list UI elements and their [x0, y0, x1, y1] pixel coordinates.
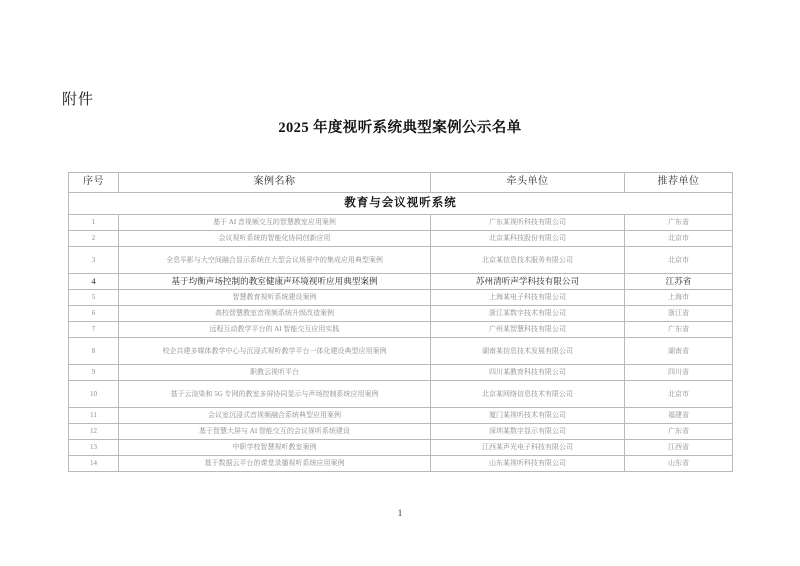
- row-lead-unit: 江西某声光电子科技有限公司: [431, 440, 625, 456]
- row-recommend-unit: 广东省: [625, 215, 733, 231]
- row-case-name: 高校智慧教室音视频系统升级改造案例: [119, 306, 431, 322]
- row-no: 7: [69, 322, 119, 338]
- row-recommend-unit: 北京市: [625, 381, 733, 408]
- row-case-name: 基于数据云平台的课堂录播视听系统应用案例: [119, 456, 431, 472]
- row-case-name: 职教云视听平台: [119, 365, 431, 381]
- table-row: [69, 274, 733, 290]
- row-case-name: 基于云渲染和 5G 专网的教室多屏协同显示与声场控制系统应用案例: [119, 381, 431, 408]
- row-no: 14: [69, 456, 119, 472]
- row-lead-unit: 山东某视听科技有限公司: [431, 456, 625, 472]
- column-header-case-name: 案例名称: [119, 173, 431, 193]
- row-no: 6: [69, 306, 119, 322]
- table-row: [69, 306, 733, 322]
- row-no: 9: [69, 365, 119, 381]
- row-case-name: 基于 AI 音视频交互的智慧教室应用案例: [119, 215, 431, 231]
- row-lead-unit: 四川某教育科技有限公司: [431, 365, 625, 381]
- row-case-name: 基于智慧大屏与 AI 智能交互的会议视听系统建设: [119, 424, 431, 440]
- page-number: 1: [397, 508, 403, 518]
- row-no: 10: [69, 381, 119, 408]
- row-recommend-unit: 福建省: [625, 408, 733, 424]
- row-recommend-unit: 江西省: [625, 440, 733, 456]
- row-recommend-unit: 广东省: [625, 424, 733, 440]
- row-recommend-unit: 北京市: [625, 231, 733, 247]
- row-lead-unit: 广东某视听科技有限公司: [431, 215, 625, 231]
- row-no: 8: [69, 338, 119, 365]
- column-header-lead-unit: 牵头单位: [431, 173, 625, 193]
- table-row: [69, 365, 733, 381]
- row-case-name: 全息투影与大空间融合显示系统在大型会议场景中的集成应用典型案例: [119, 247, 431, 274]
- section-title-row: [69, 193, 733, 215]
- row-lead-unit: 广州某智慧科技有限公司: [431, 322, 625, 338]
- row-no: 13: [69, 440, 119, 456]
- table-row: [69, 424, 733, 440]
- column-header-no: 序号: [69, 173, 119, 193]
- table-row: [69, 322, 733, 338]
- row-no: 2: [69, 231, 119, 247]
- row-case-name: 基于均衡声场控制的教室健康声环境视听应用典型案例: [119, 274, 431, 290]
- row-lead-unit: 厦门某视听技术有限公司: [431, 408, 625, 424]
- row-case-name: 会议视听系统的智能化协同创新应用: [119, 231, 431, 247]
- table-row: [69, 290, 733, 306]
- row-lead-unit: 苏州清听声学科技有限公司: [431, 274, 625, 290]
- row-lead-unit: 上海某电子科技有限公司: [431, 290, 625, 306]
- table-row: [69, 215, 733, 231]
- row-lead-unit: 北京某科技股份有限公司: [431, 231, 625, 247]
- row-lead-unit: 浙江某数字技术有限公司: [431, 306, 625, 322]
- row-lead-unit: 深圳某数字显示有限公司: [431, 424, 625, 440]
- row-recommend-unit: 山东省: [625, 456, 733, 472]
- section-title: 教育与会议视听系统: [69, 193, 733, 215]
- row-lead-unit: 湖南某信息技术发展有限公司: [431, 338, 625, 365]
- table-row: [69, 338, 733, 365]
- attachment-label: 附件: [62, 92, 95, 108]
- row-no: 4: [69, 274, 119, 290]
- table-header-row: [69, 173, 733, 193]
- row-recommend-unit: 广东省: [625, 322, 733, 338]
- table-row: [69, 456, 733, 472]
- row-case-name: 中职学校智慧视听教室案例: [119, 440, 431, 456]
- table-row: [69, 440, 733, 456]
- row-no: 11: [69, 408, 119, 424]
- row-recommend-unit: 浙江省: [625, 306, 733, 322]
- row-no: 12: [69, 424, 119, 440]
- row-case-name: 会议室沉浸式音视频融合系统典型应用案例: [119, 408, 431, 424]
- row-lead-unit: 北京某信息技术服务有限公司: [431, 247, 625, 274]
- row-recommend-unit: 湖南省: [625, 338, 733, 365]
- table-row: [69, 247, 733, 274]
- row-recommend-unit: 江苏省: [625, 274, 733, 290]
- row-lead-unit: 北京某网络信息技术有限公司: [431, 381, 625, 408]
- row-recommend-unit: 四川省: [625, 365, 733, 381]
- page-title: 2025 年度视听系统典型案例公示名单: [278, 120, 522, 136]
- row-recommend-unit: 北京市: [625, 247, 733, 274]
- row-recommend-unit: 上海市: [625, 290, 733, 306]
- table-row: [69, 231, 733, 247]
- row-case-name: 远程互动教学平台的 AI 智能交互应用实践: [119, 322, 431, 338]
- row-no: 5: [69, 290, 119, 306]
- case-listing-table: [68, 172, 733, 472]
- table-row: [69, 408, 733, 424]
- column-header-recommend-unit: 推荐单位: [625, 173, 733, 193]
- row-case-name: 校企共建多媒体教学中心与沉浸式视听教学平台一体化建设典型应用案例: [119, 338, 431, 365]
- row-case-name: 智慧教育视听系统建设案例: [119, 290, 431, 306]
- row-no: 1: [69, 215, 119, 231]
- row-no: 3: [69, 247, 119, 274]
- table-row: [69, 381, 733, 408]
